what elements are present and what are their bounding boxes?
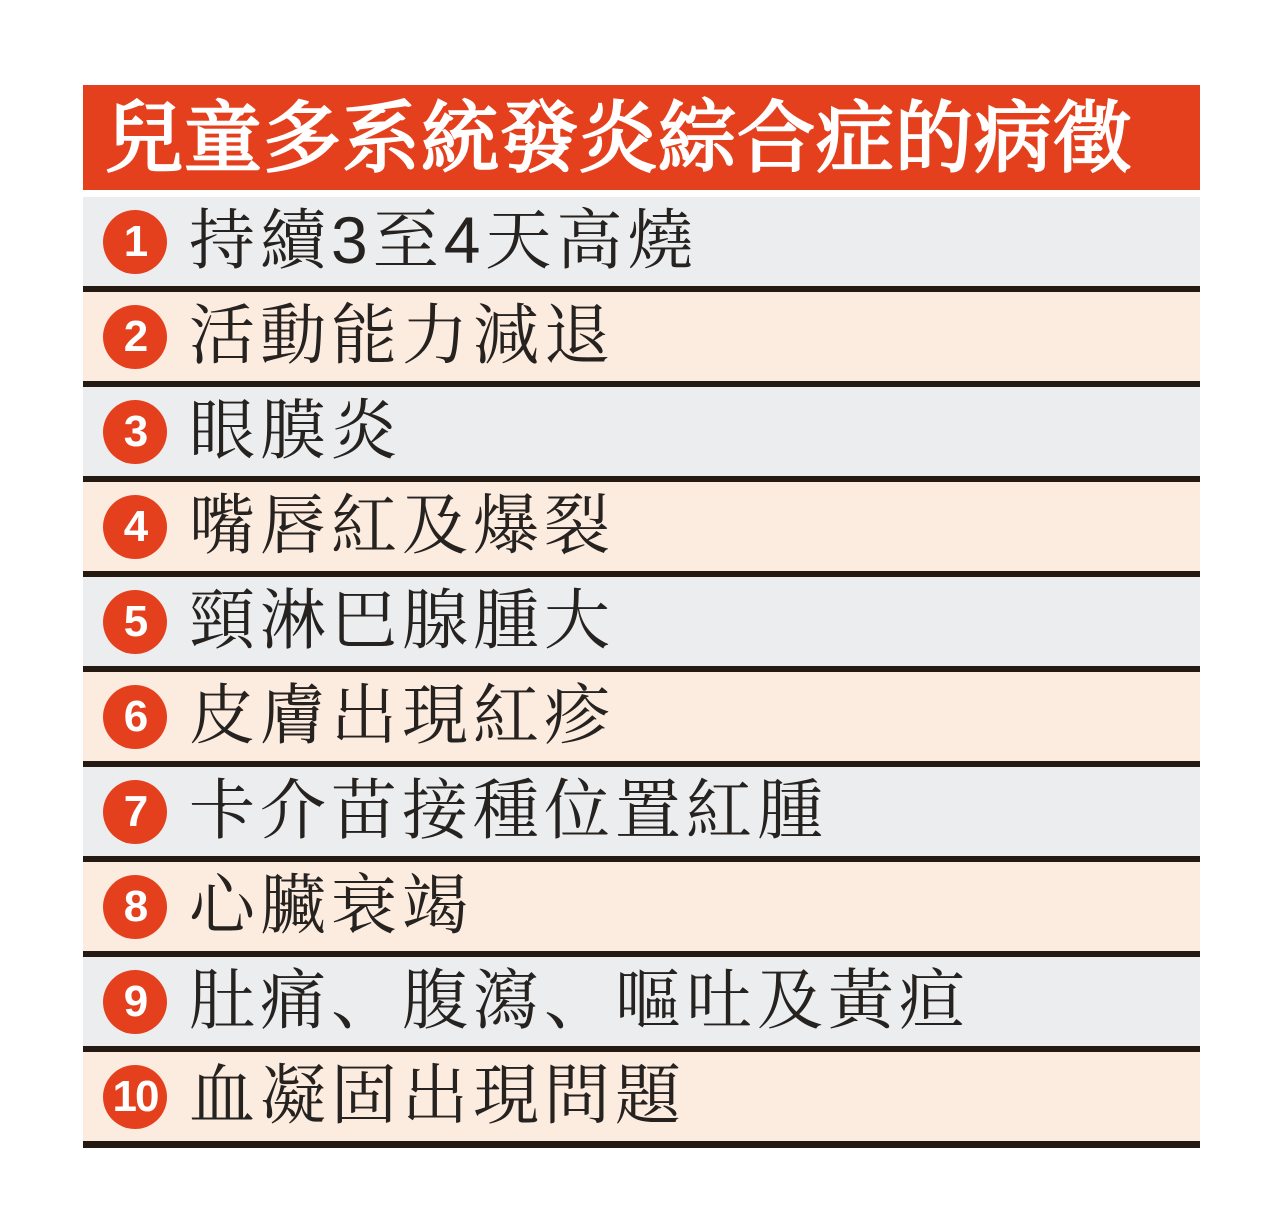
number-badge-10: 10	[103, 1065, 167, 1129]
symptom-row-4	[83, 482, 1200, 577]
number-badge-5: 5	[103, 590, 167, 654]
symptom-label-5: 頸淋巴腺腫大	[189, 582, 615, 657]
number-badge-8: 8	[103, 875, 167, 939]
number-badge-7: 7	[103, 780, 167, 844]
table-header	[83, 85, 1200, 190]
symptom-label-6: 皮膚出現紅疹	[189, 677, 615, 752]
symptom-label-8: 心臟衰竭	[189, 867, 473, 942]
number-badge-6: 6	[103, 685, 167, 749]
symptom-label-10: 血凝固出現問題	[189, 1057, 686, 1132]
symptom-table	[83, 85, 1200, 1148]
symptom-row-8	[83, 862, 1200, 957]
number-badge-2: 2	[103, 305, 167, 369]
symptom-row-9	[83, 957, 1200, 1052]
number-badge-4: 4	[103, 495, 167, 559]
number-badge-3: 3	[103, 400, 167, 464]
symptom-row-6	[83, 672, 1200, 767]
symptom-row-3	[83, 387, 1200, 482]
symptom-label-4: 嘴唇紅及爆裂	[189, 487, 615, 562]
number-badge-9: 9	[103, 970, 167, 1034]
number-badge-1: 1	[103, 210, 167, 274]
table-title: 兒童多系統發炎綜合症的病徵	[105, 93, 1133, 182]
symptom-row-10	[83, 1052, 1200, 1148]
symptom-label-3: 眼膜炎	[189, 392, 402, 467]
symptom-row-2	[83, 292, 1200, 387]
symptom-label-1: 持續3至4天高燒	[189, 202, 699, 277]
symptom-label-7: 卡介苗接種位置紅腫	[189, 772, 828, 847]
symptom-row-5	[83, 577, 1200, 672]
symptom-label-9: 肚痛、腹瀉、嘔吐及黃疸	[189, 962, 970, 1037]
symptom-row-7	[83, 767, 1200, 862]
symptom-row-1	[83, 197, 1200, 292]
symptom-label-2: 活動能力減退	[189, 297, 615, 372]
